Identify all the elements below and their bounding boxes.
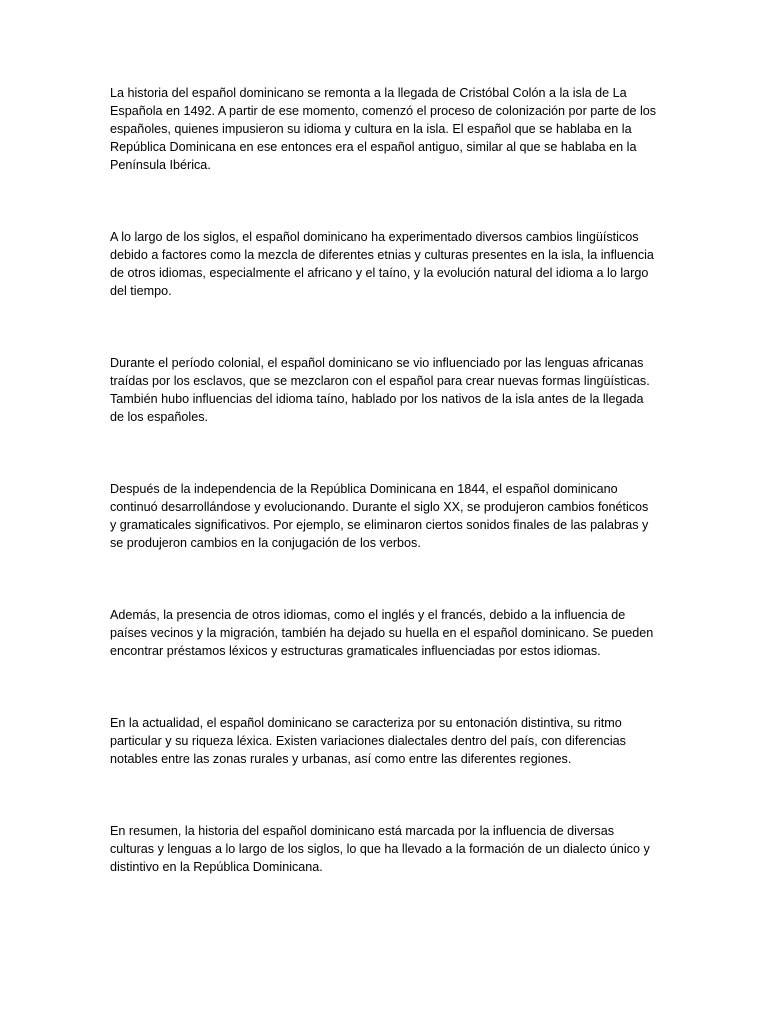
paragraph-5: Además, la presencia de otros idiomas, como el inglés y el francés, debido a la influencia de países vecinos y la migración, también ha dejado su huella en el español dominicano. Se pueden encontrar préstamos léxicos y estructuras gramaticales influenciadas por estos idiomas. xyxy=(110,608,654,658)
document-page xyxy=(110,84,658,930)
paragraph-7: En resumen, la historia del español dominicano está marcada por la influencia de diversas culturas y lenguas a lo largo de los siglos, lo que ha llevado a la formación de un dialecto único y distintivo en la República Dominicana. xyxy=(110,824,650,874)
paragraph-3: Durante el período colonial, el español dominicano se vio influenciado por las lenguas africanas traídas por los esclavos, que se mezclaron con el español para crear nuevas formas lingüísticas. También hubo influencias del idioma taíno, hablado por los nativos de la isla antes de la llegada de los españoles. xyxy=(110,356,650,424)
paragraph-6: En la actualidad, el español dominicano se caracteriza por su entonación distintiva, su ritmo particular y su riqueza léxica. Existen variaciones dialectales dentro del país, con diferencias notables entre las zonas rurales y urbanas, así como entre las diferentes regiones. xyxy=(110,716,626,766)
paragraph-4: Después de la independencia de la República Dominicana en 1844, el español dominicano continuó desarrollándose y evolucionando. Durante el siglo XX, se produjeron cambios fonéticos y gramaticales significativos. Por ejemplo, se eliminaron ciertos sonidos finales de las palabras y se produjeron cambios en la conjugación de los verbos. xyxy=(110,482,649,550)
paragraph-2: A lo largo de los siglos, el español dominicano ha experimentado diversos cambios lingüísticos debido a factores como la mezcla de diferentes etnias y culturas presentes en la isla, la influencia de otros idiomas, especialmente el africano y el taíno, y la evolución natural del idioma a lo largo del tiempo. xyxy=(110,230,654,298)
paragraph-1: La historia del español dominicano se remonta a la llegada de Cristóbal Colón a la isla de La Española en 1492. A partir de ese momento, comenzó el proceso de colonización por parte de los españoles, quienes impusieron su idioma y cultura en la isla. El español que se hablaba en la República Dominicana en ese entonces era el español antiguo, similar al que se hablaba en la Península Ibérica. xyxy=(110,86,657,172)
